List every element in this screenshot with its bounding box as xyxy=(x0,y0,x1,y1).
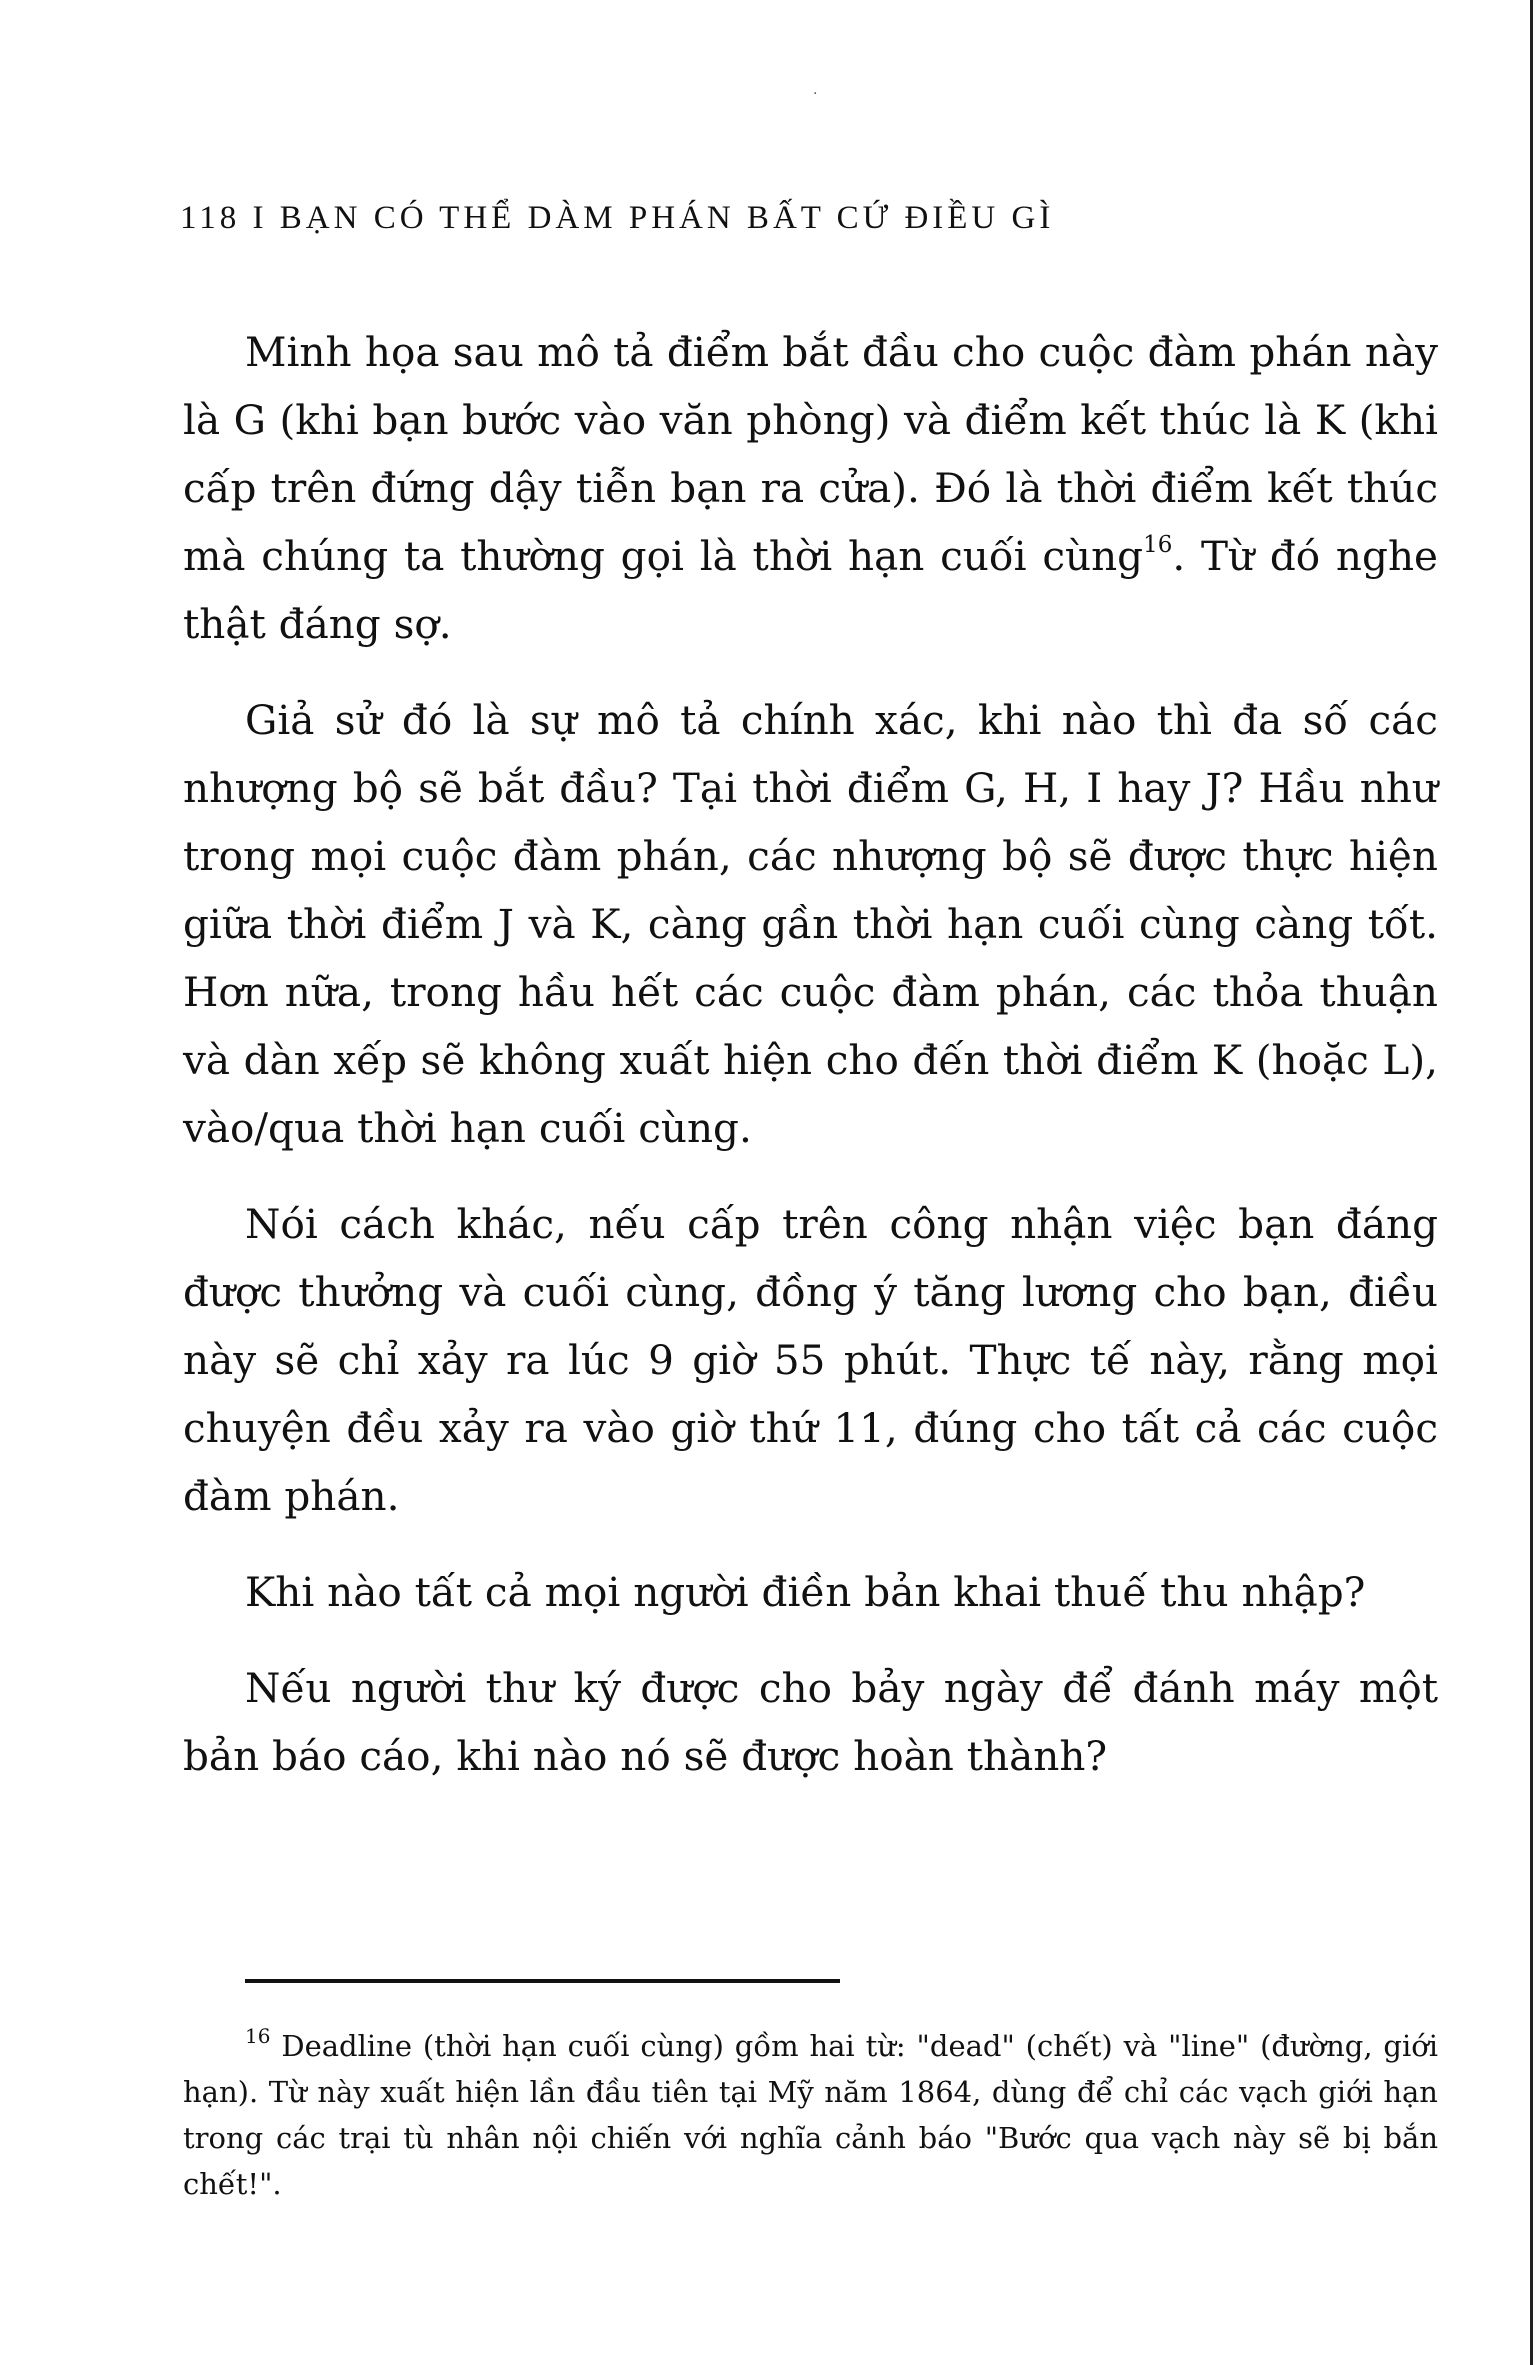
footnote-text: Deadline (thời hạn cuối cùng) gồm hai từ: "dead" (chết) và "line" (đường, giới hạn). Từ này xuất hiện lần đầu tiên tại Mỹ năm 1864, dùng để chỉ các vạch giới hạn trong các trại tù nhân nội chiến với nghĩa cảnh báo "Bước qua vạch này sẽ bị bắn chết!". xyxy=(183,2029,1438,2201)
paragraph-4: Khi nào tất cả mọi người điền bản khai thuế thu nhập? xyxy=(245,1568,1366,1616)
footnote-number: 16 xyxy=(245,2024,271,2049)
top-mark: · xyxy=(813,86,818,102)
paragraph-2: Giả sử đó là sự mô tả chính xác, khi nào thì đa số các nhượng bộ sẽ bắt đầu? Tại thời điểm G, H, I hay J? Hầu như trong mọi cuộc đàm phán, các nhượng bộ sẽ được thực hiện giữa thời điểm J và K, càng gần thời hạn cuối cùng càng tốt. Hơn nữa, trong hầu hết các cuộc đàm phán, các thỏa thuận và dàn xếp sẽ không xuất hiện cho đến thời điểm K (hoặc L), vào/qua thời hạn cuối cùng. xyxy=(183,696,1438,1152)
body-text xyxy=(183,318,1438,1818)
paragraph-1-tail: . Từ đó nghe thật đáng sợ. xyxy=(183,532,1438,648)
footnote-divider xyxy=(245,1979,840,1983)
paragraph-5: Nếu người thư ký được cho bảy ngày để đánh máy một bản báo cáo, khi nào nó sẽ được hoàn thành? xyxy=(183,1664,1438,1780)
paragraph-1 xyxy=(183,318,1438,658)
footnote-ref-16[interactable]: 16 xyxy=(1143,531,1173,558)
page-edge-border xyxy=(1530,0,1533,2365)
paragraph-3: Nói cách khác, nếu cấp trên công nhận việc bạn đáng được thưởng và cuối cùng, đồng ý tăng lương cho bạn, điều này sẽ chỉ xảy ra lúc 9 giờ 55 phút. Thực tế này, rằng mọi chuyện đều xảy ra vào giờ thứ 11, đúng cho tất cả các cuộc đàm phán. xyxy=(183,1200,1438,1520)
paragraph-1-text: Minh họa sau mô tả điểm bắt đầu cho cuộc đàm phán này là G (khi bạn bước vào văn phòng) và điểm kết thúc là K (khi cấp trên đứng dậy tiễn bạn ra cửa). Đó là thời điểm kết thúc mà chúng ta thường gọi là thời hạn cuối cùng xyxy=(183,328,1438,580)
running-head: 118 I BẠN CÓ THỂ DÀM PHÁN BẤT CỨ ĐIỀU GÌ xyxy=(180,200,1055,236)
footnote-16 xyxy=(183,2023,1438,2207)
